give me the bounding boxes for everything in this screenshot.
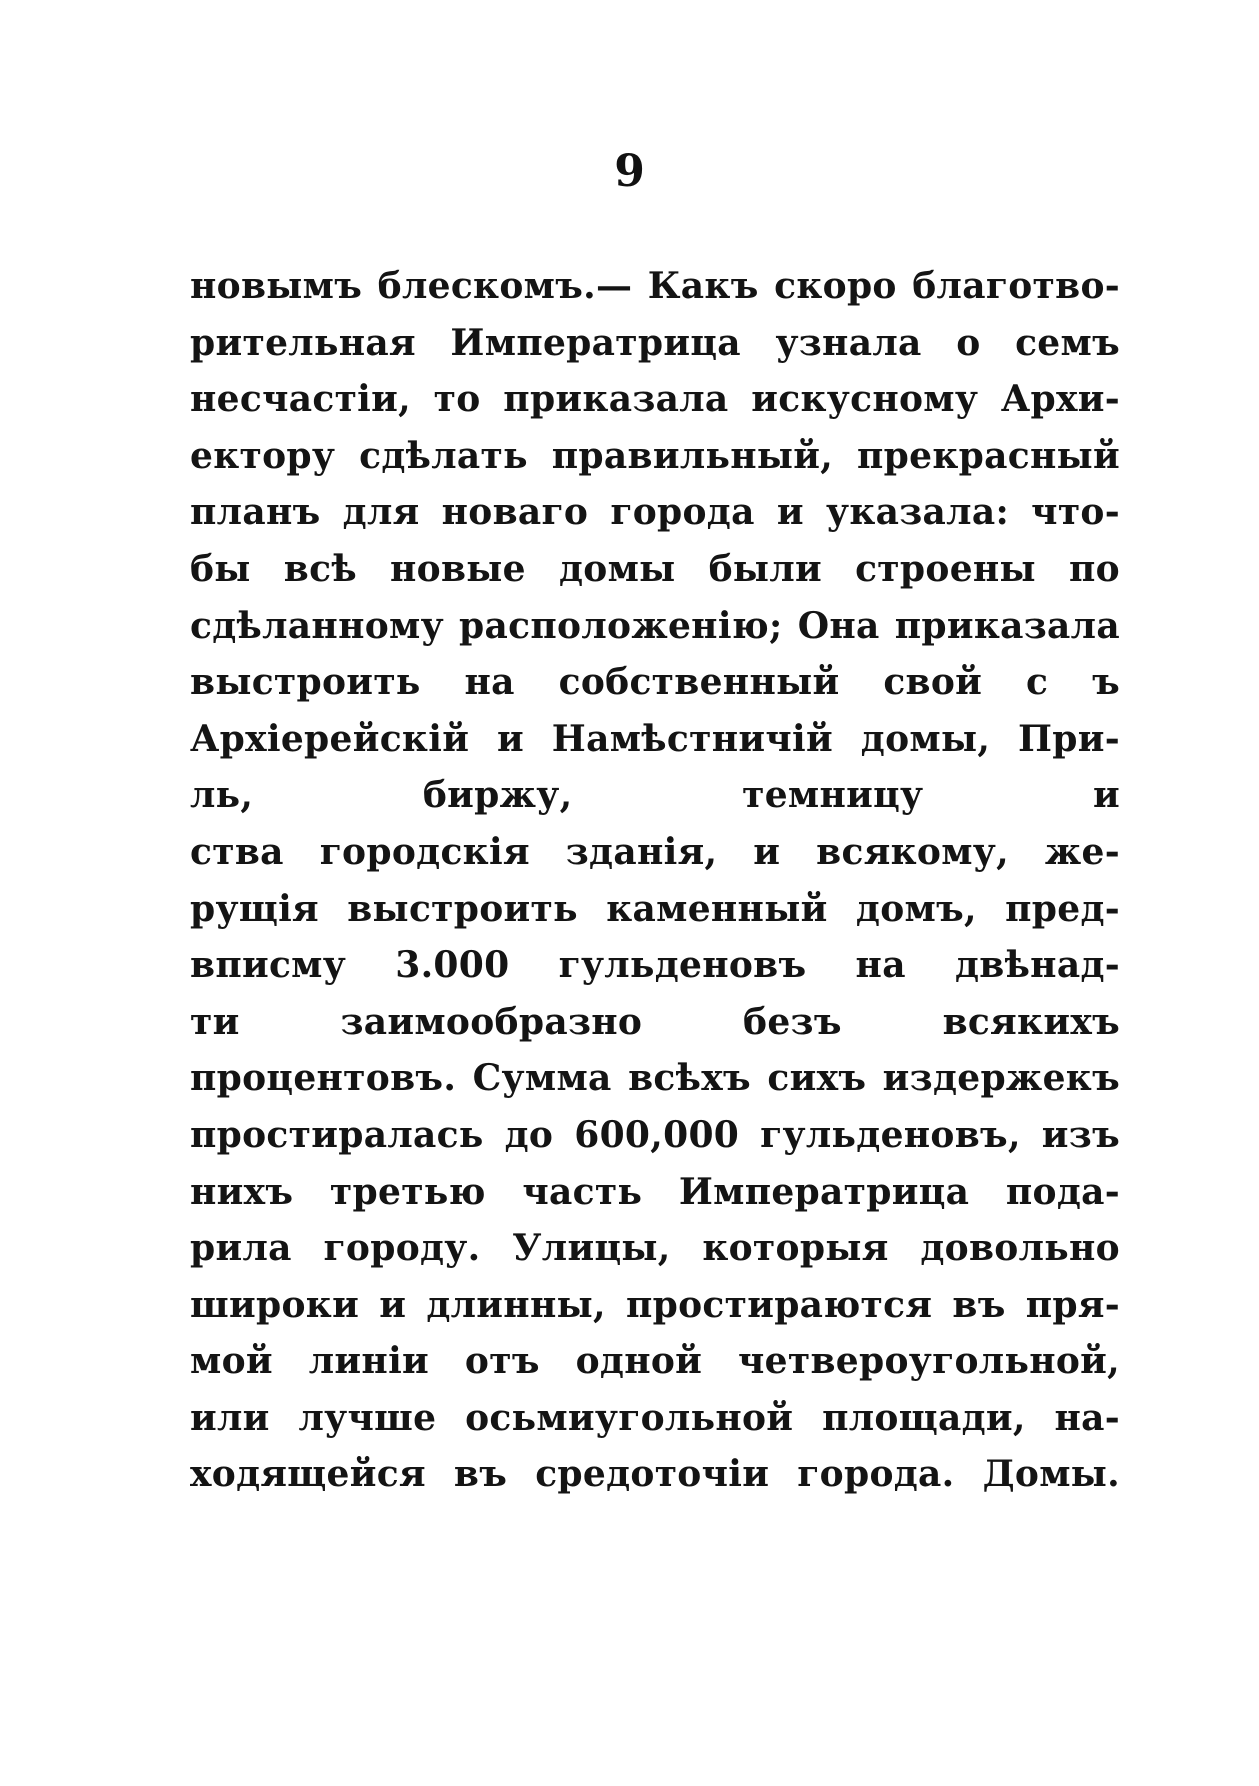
body-text (190, 258, 1120, 1503)
text-line: простиралась до 600,000 гульденовъ, изъ (190, 1113, 1120, 1156)
text-line: рительная Императрица узнала о семъ (190, 321, 1120, 364)
text-line: ти заимообразно безъ всякихъ (190, 1000, 1120, 1043)
text-line: Архіерейскій и Намѣстничій домы, При- (190, 717, 1120, 760)
text-line: или лучше осьмиугольной площади, на- (190, 1396, 1120, 1439)
text-line: ства городскія зданія, и всякому, же- (190, 830, 1120, 873)
text-line: рущія выстроить каменный домъ, пред- (190, 887, 1120, 930)
text-line: вписму 3.000 гульденовъ на двѣнад- (190, 944, 1120, 987)
text-line: широки и длинны, простираются въ пря- (190, 1283, 1120, 1326)
text-line: сдѣланному расположенію; Она приказала (190, 604, 1120, 647)
text-line: процентовъ. Сумма всѣхъ сихъ издержекъ (190, 1057, 1120, 1100)
text-line: нихъ третью часть Императрица пода- (190, 1170, 1120, 1213)
text-line: ектору сдѣлать правильный, прекрасный (190, 434, 1120, 477)
text-line: бы всѣ новые домы были строены по (190, 547, 1120, 590)
text-line: несчастіи, то приказала искусному Архи- (190, 378, 1120, 421)
text-line: выстроить на собственный свой с ъ (190, 661, 1120, 704)
text-line: новымъ блескомъ.— Какъ скоро благотво- (190, 265, 1120, 307)
text-line: ходящейся въ средоточіи города. Домы. (190, 1453, 1120, 1496)
text-line: мой линіи отъ одной четвероугольной, (190, 1340, 1120, 1383)
text-line: ль, биржу, темницу и (190, 774, 1120, 817)
text-line: планъ для новаго города и указала: что- (190, 491, 1120, 534)
page-number: 9 (614, 146, 645, 197)
text-line: рила городу. Улицы, которыя довольно (190, 1227, 1120, 1270)
